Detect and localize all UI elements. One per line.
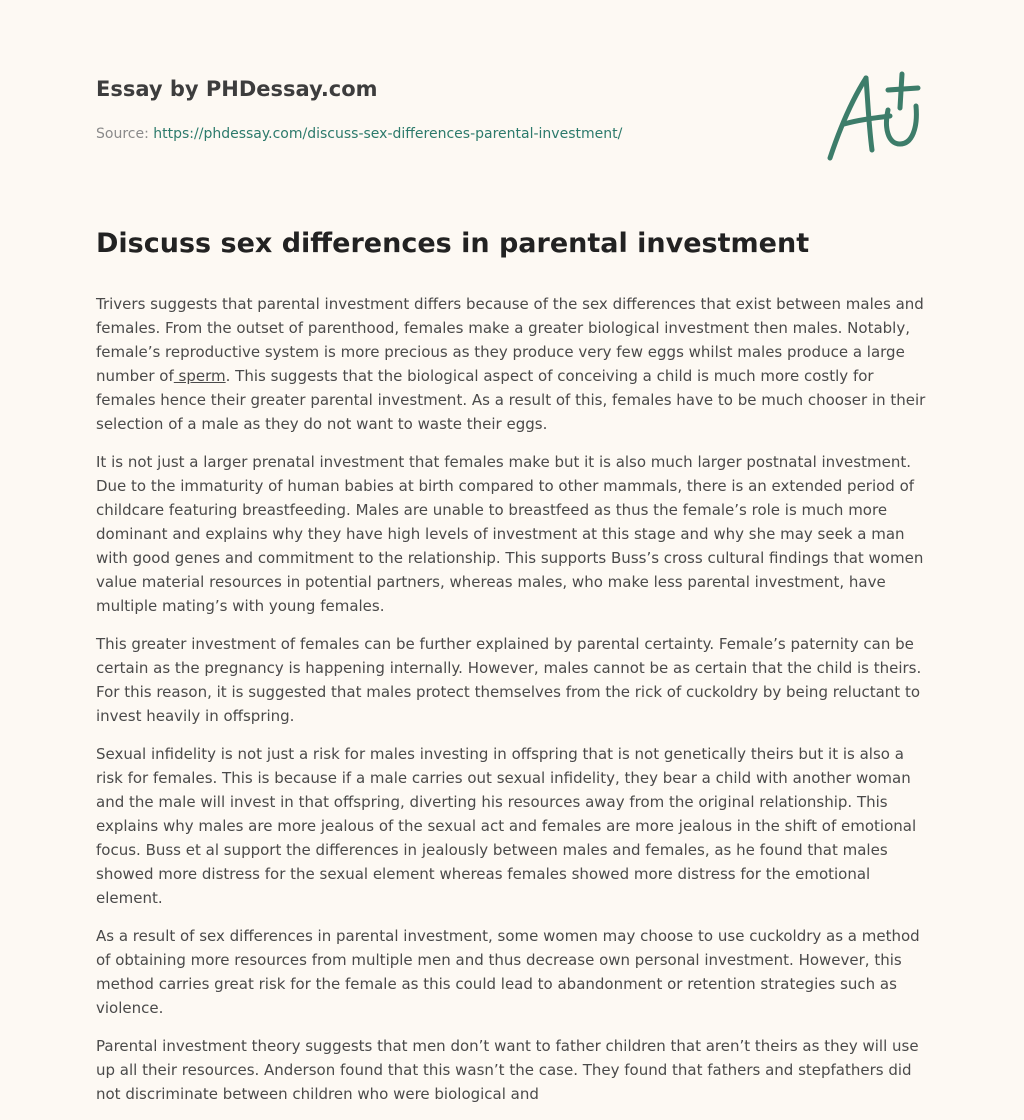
essay-paragraph: It is not just a larger prenatal investment that females make but it is also much larger postnatal investment. Due to the immaturity of human babies at birth compared to other mammals, there is an extended period of childcare featuring breastfeeding. Males are unable to breastfeed as thus the female’s role is much more dominant and explains why they have high levels of investment at this stage and why she may seek a man with good genes and commitment to the relationship. This supports Buss’s cross cultural findings that women value material resources in potential partners, whereas males, who make less parental investment, have multiple mating’s with young females. bbox=[96, 453, 924, 615]
source-label: Source: bbox=[96, 126, 149, 142]
essay-paragraph bbox=[96, 292, 928, 436]
essay-paragraph: Parental investment theory suggests that men don’t want to father children that aren’t theirs as they will use up all their resources. Anderson found that this wasn’t the case. They found that fathers and stepfathers did not discriminate between children who were biological and bbox=[96, 1037, 919, 1103]
site-title: Essay by PHDessay.com bbox=[96, 77, 378, 101]
paragraph-text: Trivers suggests that parental investment differs because of the sex differences that exist between males and females. From the outset of parenthood, females make a greater biological investment then males. Notably, female’s reproductive system is more precious as they produce very few eggs whilst males produce a large number of bbox=[96, 295, 924, 385]
source-link[interactable]: https://phdessay.com/discuss-sex-differences-parental-investment/ bbox=[153, 126, 623, 142]
essay-content bbox=[96, 224, 928, 1120]
header bbox=[96, 74, 796, 144]
paragraph-text: . This suggests that the biological aspect of conceiving a child is much more costly for females hence their greater parental investment. As a result of this, females have to be much chooser in their selection of a male as they do not want to waste their eggs. bbox=[96, 367, 926, 433]
source-line bbox=[96, 124, 796, 144]
essay-paragraph: Sexual infidelity is not just a risk for males investing in offspring that is not genetically theirs but it is also a risk for females. This is because if a male carries out sexual infidelity, they bear a child with another woman and the male will invest in that offspring, diverting his resources away from the original relationship. This explains why males are more jealous of the sexual act and females are more jealous in the shift of emotional focus. Buss et al support the differences in jealously between males and females, as he found that males showed more distress for the sexual element whereas females showed more distress for the emotional element. bbox=[96, 745, 917, 907]
essay-title: Discuss sex differences in parental investment bbox=[96, 228, 810, 259]
essay-paragraph: As a result of sex differences in parental investment, some women may choose to use cuckoldry as a method of obtaining more resources from multiple men and thus decrease own personal investment. However, this method carries great risk for the female as this could lead to abandonment or retention strategies such as violence. bbox=[96, 927, 920, 1017]
a-plus-logo-icon bbox=[818, 66, 930, 170]
essay-paragraph: This greater investment of females can be further explained by parental certainty. Female’s paternity can be certain as the pregnancy is happening internally. However, males cannot be as certain that the child is theirs. For this reason, it is suggested that males protect themselves from the rick of cuckoldry by being reluctant to invest heavily in offspring. bbox=[96, 635, 922, 725]
sperm-link[interactable]: sperm bbox=[173, 367, 226, 385]
